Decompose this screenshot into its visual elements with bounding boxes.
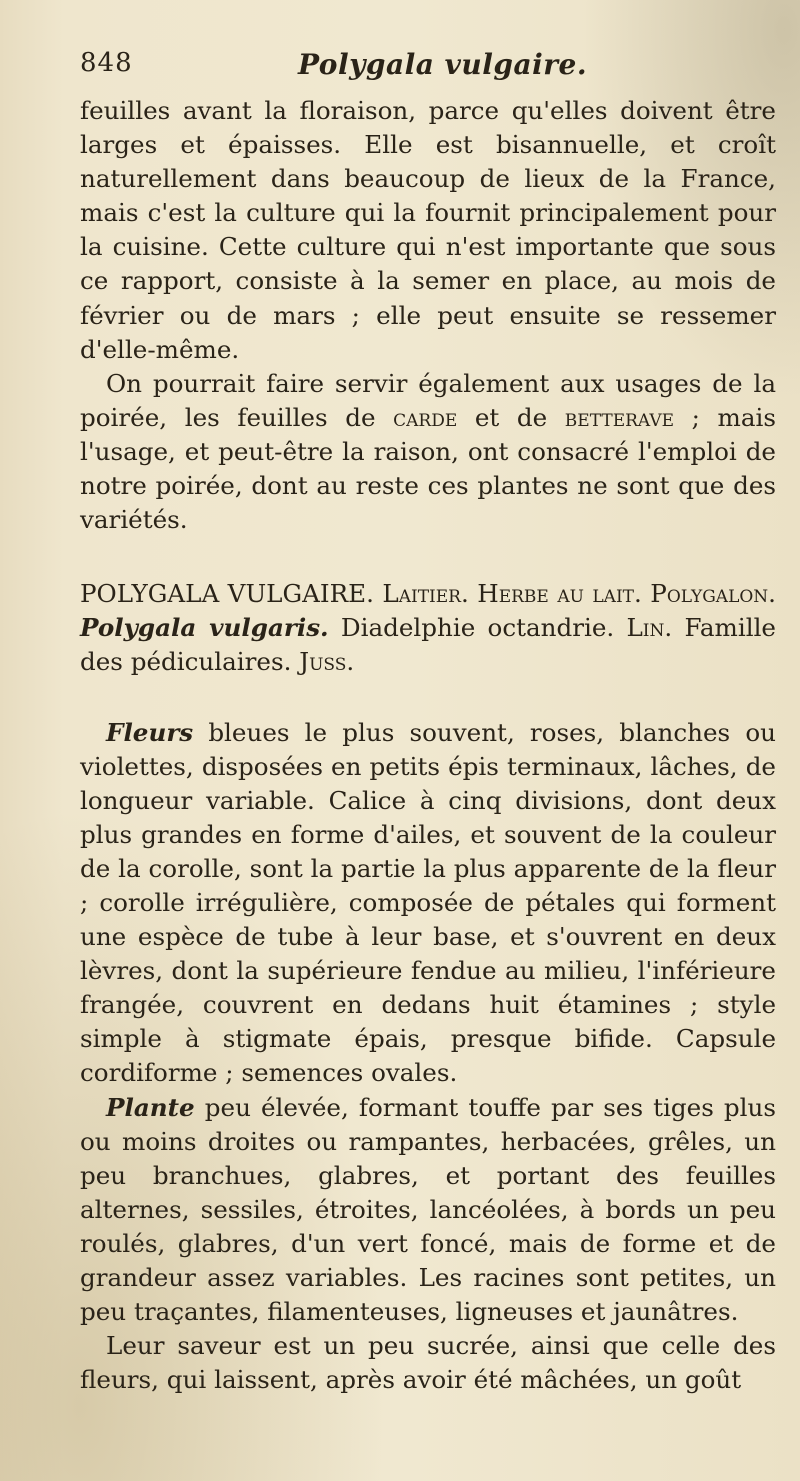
entry-headword: POLYGALA VULGAIRE.	[80, 579, 374, 609]
entry-lin: Lin.	[626, 613, 673, 643]
paragraph-poiree-culture: feuilles avant la floraison, parce qu'elles doivent être larges et épaisses. Elle est bisannuelle, et croît naturellement dans beaucoup de lieux de la France, mais c'est la culture qui la fournit principalement pour la cuisine. Cette culture qui n'est importante que sous ce rapport, consiste à la semer en place, au mois de février ou de mars ; elle peut ensuite se ressemer d'elle-même.	[80, 96, 776, 364]
paragraph-fleurs	[80, 716, 776, 1091]
entry-classification: Diadelphie octandrie.	[328, 613, 627, 643]
entry-family: Famille des pédiculaires.	[80, 613, 776, 677]
paragraph-poiree-usages	[80, 367, 776, 537]
term-betterave: betterave	[564, 402, 675, 432]
page-header	[80, 48, 776, 90]
label-fleurs: Fleurs	[106, 717, 194, 747]
term-carde: carde	[393, 402, 458, 432]
entry-latin-name: Polygala vulgaris.	[80, 613, 329, 643]
fleurs-description: bleues le plus souvent, roses, blanches ou violettes, disposées en petits épis terminaux, lâches, de longueur variable. Calice à cinq divisions, dont deux plus grandes en forme d'ailes, et souvent de la couleur de la corolle, sont la partie la plus apparente de la fleur ; corolle irrégulière, composée de pétales qui forment une espèce de tube à leur base, et s'ouvrent en deux lèvres, dont la supérieure fendue au milieu, l'inférieure frangée, couvrent en dedans huit étamines ; style simple à stigmate épais, presque bifide. Capsule cordiforme ; semences ovales.	[80, 717, 776, 1088]
page-number: 848	[80, 48, 133, 78]
entry-common-names: Laitier. Herbe au lait. Polygalon.	[373, 579, 776, 609]
para2-tail: ; mais l'usage, et peut-être la raison, ont consacré l'emploi de notre poirée, dont au reste ces plantes ne sont que des variétés.	[80, 402, 776, 535]
paragraph-saveur: Leur saveur est un peu sucrée, ainsi que celle des fleurs, qui laissent, après avoir été mâchées, un goût	[80, 1331, 776, 1395]
paragraph-plante	[80, 1091, 776, 1330]
entry-heading	[80, 577, 776, 679]
entry-juss: Juss.	[299, 647, 355, 677]
para2-mid: et de	[457, 402, 565, 432]
label-plante: Plante	[106, 1092, 195, 1122]
running-title: Polygala vulgaire.	[298, 48, 588, 81]
plante-description: peu élevée, formant touffe par ses tiges plus ou moins droites ou rampantes, herbacées, grêles, un peu branchues, glabres, et portant des feuilles alternes, sessiles, étroites, lancéolées, à bords un peu roulés, glabres, d'un vert foncé, mais de forme et de grandeur assez variables. Les racines sont petites, un peu traçantes, filamenteuses, ligneuses et jaunâtres.	[80, 1092, 776, 1327]
para2-lead: On pourrait faire servir également aux usages de la poirée, les feuilles de	[80, 368, 776, 432]
